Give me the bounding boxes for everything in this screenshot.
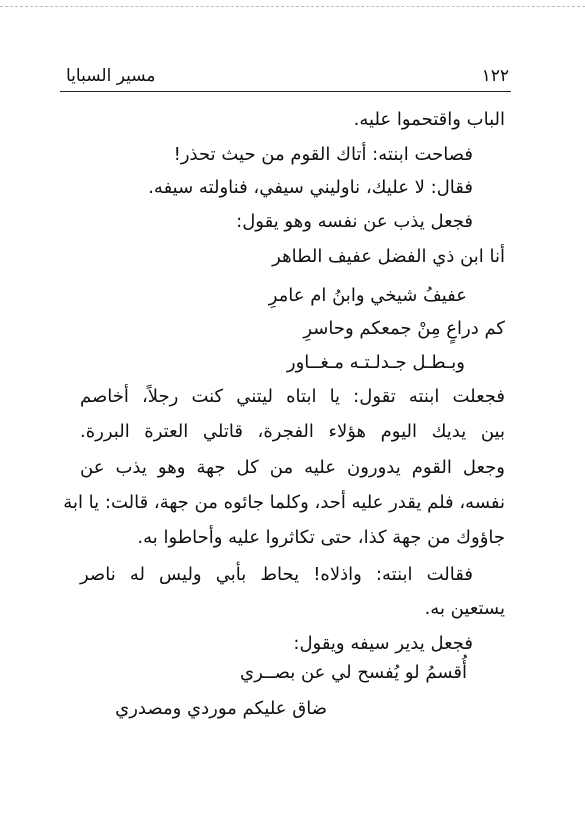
text-line: فقال: لا عليك، ناوليني سيفي، فناولته سيفه. [148, 177, 473, 198]
verse-line: ضاق عليكم موردي ومصدري [115, 698, 327, 719]
verse-line: وبـطـل جـدلـتـه مـغــاور [286, 352, 465, 373]
page-number: ١٢٢ [481, 66, 509, 86]
running-title: مسير السبايا [66, 66, 156, 86]
text-line: يستعين به. [424, 598, 505, 619]
verse-line: أُقسمُ لو يُفسح لي عن بصــري [240, 662, 467, 683]
header-rule [60, 91, 511, 92]
text-line: فصاحت ابنته: أتاك القوم من حيث تحذر! [173, 144, 473, 165]
text-line: فجعل يدير سيفه ويقول: [293, 633, 473, 654]
text-line: جاؤوك من جهة كذا، حتى تكاثروا عليه وأحاطوا به. [137, 527, 505, 548]
text-line: بين يديك اليوم هؤلاء الفجرة، قاتلي العترة البررة. [80, 421, 505, 442]
running-header [60, 64, 511, 90]
text-line: الباب واقتحموا عليه. [353, 109, 505, 130]
text-line: فجعلت ابنته تقول: يا ابتاه ليتني كنت رجلاً، أخاصم [80, 386, 505, 407]
text-line: فجعل يذب عن نفسه وهو يقول: [236, 211, 473, 232]
verse-line: أنا ابن ذي الفضل عفيف الطاهر [272, 246, 505, 267]
text-line: فقالت ابنته: واذلاه! يحاط بأبي وليس له ناصر [80, 564, 473, 585]
verse-line: كم دراعٍ مِنْ جمعكم وحاسرِ [303, 318, 505, 339]
top-scan-edge [0, 6, 585, 7]
text-line: وجعل القوم يدورون عليه من كل جهة وهو يذب عن [80, 457, 505, 478]
verse-line: عفيفُ شيخي وابنُ ام عامرِ [268, 285, 467, 306]
text-line: نفسه، فلم يقدر عليه أحد، وكلما جائوه من جهة، قالت: يا ابة [63, 492, 505, 513]
